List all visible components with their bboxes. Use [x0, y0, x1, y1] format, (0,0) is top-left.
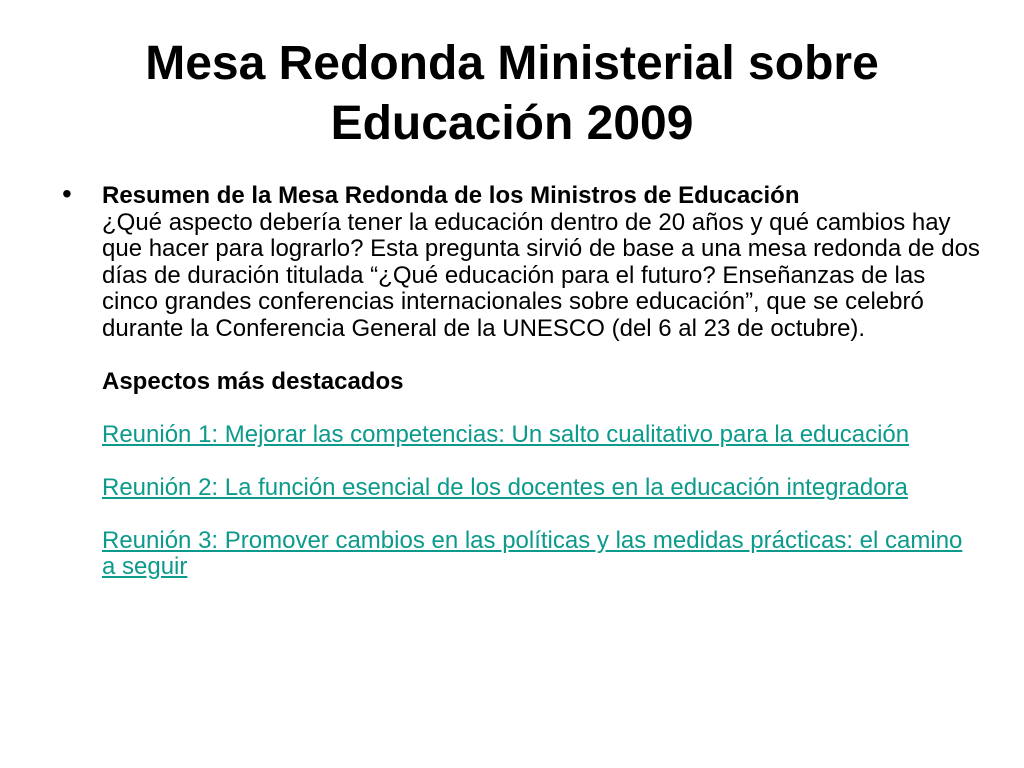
spacer [102, 342, 982, 369]
spacer [102, 395, 982, 422]
slide-title-line-2: Educación 2009 [330, 97, 694, 150]
bullet-content [102, 183, 982, 581]
bullet-icon: • [62, 178, 72, 209]
spacer [102, 448, 982, 475]
highlights-heading: Aspectos más destacados [102, 367, 404, 395]
spacer [102, 501, 982, 528]
slide-title-line-1: Mesa Redonda Ministerial sobre [145, 37, 879, 90]
link-reunion-1[interactable]: Reunión 1: Mejorar las competencias: Un salto cualitativo para la educación [102, 420, 910, 448]
summary-heading: Resumen de la Mesa Redonda de los Ministros de Educación [102, 182, 800, 209]
slide-title [0, 34, 1024, 154]
link-reunion-3[interactable]: Reunión 3: Promover cambios en las políticas y las medidas prácticas: el camino a seguir [102, 526, 963, 580]
link-reunion-2[interactable]: Reunión 2: La función esencial de los docentes en la educación integradora [102, 473, 908, 501]
summary-text: ¿Qué aspecto debería tener la educación dentro de 20 años y qué cambios hay que hacer para lograrlo? Esta pregunta sirvió de base a una mesa redonda de dos días de duración titulada “¿Qué educación para el futuro? Enseñanzas de las cinco grandes conferencias internacionales sobre educación”, que se celebró durante la Conferencia General de la UNESCO (del 6 al 23 de octubre). [102, 208, 980, 342]
